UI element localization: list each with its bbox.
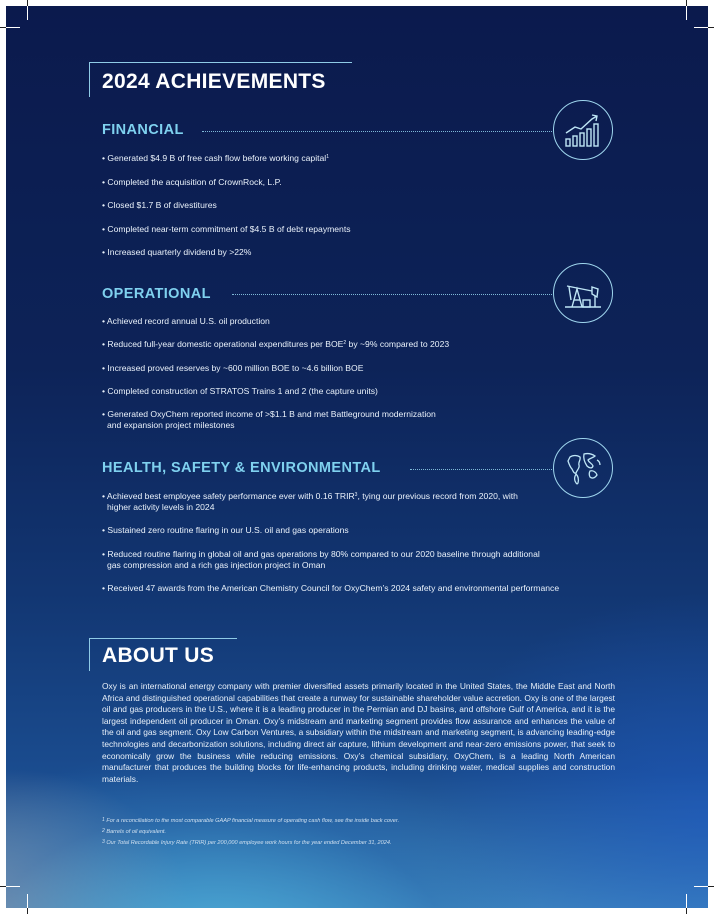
list-item: • Completed the acquisition of CrownRock, L.P.: [102, 176, 282, 187]
crop-mark: [694, 27, 708, 28]
list-item: • Achieved record annual U.S. oil production: [102, 316, 270, 326]
crop-mark: [0, 886, 6, 887]
list-item: • Increased proved reserves by ~600 million BOE to ~4.6 billion BOE: [102, 362, 364, 373]
list-item: • Completed near-term commitment of $4.5 B of debt repayments: [102, 223, 351, 234]
footnote-3: $^3$ Our Total Recordable Injury Rate (TRIR) per 200,000 employee work hours for the year ended December 31, 2024.: [102, 839, 392, 846]
globe-icon: [553, 438, 613, 498]
crop-mark: [694, 886, 708, 887]
crop-mark: [686, 6, 687, 20]
footnote-2: $^2$ Barrels of oil equivalent.: [102, 828, 167, 835]
achievements-title: 2024 ACHIEVEMENTS: [102, 70, 326, 93]
list-item: • Sustained zero routine flaring in our U.S. oil and gas operations: [102, 525, 349, 536]
about-body: Oxy is an international energy company with premier diversified assets primarily located in the United States, the Middle East and North Africa and distinguished operational capabilities that create a runway for sustainable shareholder value accretion. Oxy is one of the largest oil and gas producers in the U.S., where it is a leading producer in the Permian and DJ basins, and offshore Gulf of America, and it is the largest independent oil producer in Oman. Oxy’s midstream and marketing segment provides flow assurance and enhances the value of the oil and gas segment. Oxy Low Carbon Ventures, a subsidiary within the midstream and marketing segment, is advancing leading-edge technologies and decarbonization solutions, including direct air capture, lithium development and near-zero emissions power, that seek to economically grow the business while reducing emissions. Oxy’s chemical subsidiary, OxyChem, is a leading North American manufacturer that produces the building blocks for life-enhancing products, including drinking water, medical supplies and construction materials.: [102, 681, 615, 784]
crop-mark: [686, 0, 687, 6]
crop-mark: [27, 0, 28, 6]
list-item: • Reduced full-year domestic operational expenditures per BOE$^2$ by ~9% compared to 2023: [102, 339, 450, 350]
operational-title: OPERATIONAL: [102, 286, 211, 302]
crop-mark: [6, 886, 20, 887]
crop-mark: [708, 886, 714, 887]
crop-mark: [708, 27, 714, 28]
crop-mark: [686, 894, 687, 908]
financial-list: [102, 153, 582, 258]
hse-list: [102, 491, 582, 594]
bar-chart-growth-icon: [553, 100, 613, 160]
list-item: • Completed construction of STRATOS Trains 1 and 2 (the capture units): [102, 385, 378, 396]
financial-divider: [202, 131, 552, 132]
footnote-1: $^1$ For a reconciliation to the most comparable GAAP financial measure of operating cash flow, see the inside back cover.: [102, 817, 400, 824]
crop-mark: [0, 27, 6, 28]
list-item: • Achieved best employee safety performance ever with 0.16 TRIR$^3$, tying our previous record from 2020, with higher activity levels in 2024: [102, 491, 518, 512]
about-title: ABOUT US: [102, 644, 215, 667]
page: [6, 6, 708, 908]
list-item: • Increased quarterly dividend by >22%: [102, 247, 252, 257]
list-item: • Received 47 awards from the American Chemistry Council for OxyChem’s 2024 safety and environmental performance: [102, 582, 560, 593]
operational-divider: [232, 294, 552, 295]
crop-mark: [27, 6, 28, 20]
crop-mark: [6, 27, 20, 28]
hse-divider: [410, 469, 552, 470]
financial-title: FINANCIAL: [102, 122, 184, 138]
pump-jack-icon: [553, 263, 613, 323]
list-item: • Generated OxyChem reported income of >$1.1 B and met Battleground modernization and expansion project milestones: [102, 409, 436, 431]
hse-title: HEALTH, SAFETY & ENVIRONMENTAL: [102, 460, 381, 476]
crop-mark: [27, 894, 28, 908]
crop-mark: [686, 908, 687, 914]
list-item: • Closed $1.7 B of divestitures: [102, 200, 217, 210]
list-item: • Generated $4.9 B of free cash flow before working capital$^1$: [102, 153, 329, 163]
list-item: • Reduced routine flaring in global oil and gas operations by 80% compared to our 2020 baseline through additional gas compression and a rich gas injection project in Oman: [102, 548, 540, 570]
crop-mark: [27, 908, 28, 914]
operational-list: [102, 316, 582, 431]
